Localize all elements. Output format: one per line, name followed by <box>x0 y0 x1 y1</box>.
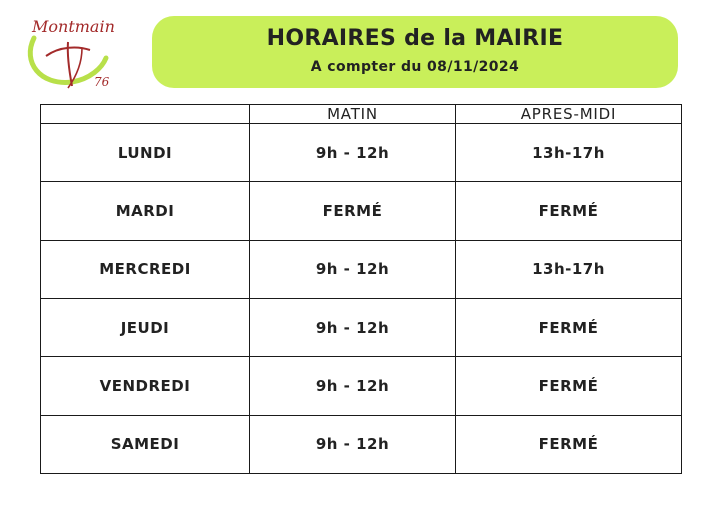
afternoon-cell: FERMÉ <box>456 298 682 356</box>
afternoon-cell: FERMÉ <box>456 182 682 240</box>
morning-cell: 9h - 12h <box>250 415 456 473</box>
morning-cell: 9h - 12h <box>250 240 456 298</box>
header-empty-cell <box>41 105 250 124</box>
morning-cell: 9h - 12h <box>250 357 456 415</box>
table-row <box>41 240 682 298</box>
table-row <box>41 124 682 182</box>
afternoon-cell: FERMÉ <box>456 357 682 415</box>
day-cell: JEUDI <box>41 298 250 356</box>
morning-cell: FERMÉ <box>250 182 456 240</box>
afternoon-cell: 13h-17h <box>456 240 682 298</box>
day-cell: VENDREDI <box>41 357 250 415</box>
day-cell: LUNDI <box>41 124 250 182</box>
logo-number: 76 <box>94 75 110 89</box>
title-banner <box>152 16 678 88</box>
montmain-logo <box>20 12 132 98</box>
table-row <box>41 415 682 473</box>
day-cell: MERCREDI <box>41 240 250 298</box>
table-row <box>41 357 682 415</box>
page-title: HORAIRES de la MAIRIE <box>266 26 564 51</box>
table-header-row <box>41 105 682 124</box>
day-cell: SAMEDI <box>41 415 250 473</box>
morning-cell: 9h - 12h <box>250 124 456 182</box>
morning-cell: 9h - 12h <box>250 298 456 356</box>
afternoon-cell: FERMÉ <box>456 415 682 473</box>
logo-emblem-icon <box>20 12 132 98</box>
effective-date-subtitle: A compter du 08/11/2024 <box>310 59 520 75</box>
table-row <box>41 298 682 356</box>
opening-hours-table <box>40 104 682 474</box>
header-afternoon: APRES-MIDI <box>456 105 682 124</box>
day-cell: MARDI <box>41 182 250 240</box>
logo-text: Montmain <box>32 17 115 36</box>
table-row <box>41 182 682 240</box>
afternoon-cell: 13h-17h <box>456 124 682 182</box>
header-morning: MATIN <box>250 105 456 124</box>
